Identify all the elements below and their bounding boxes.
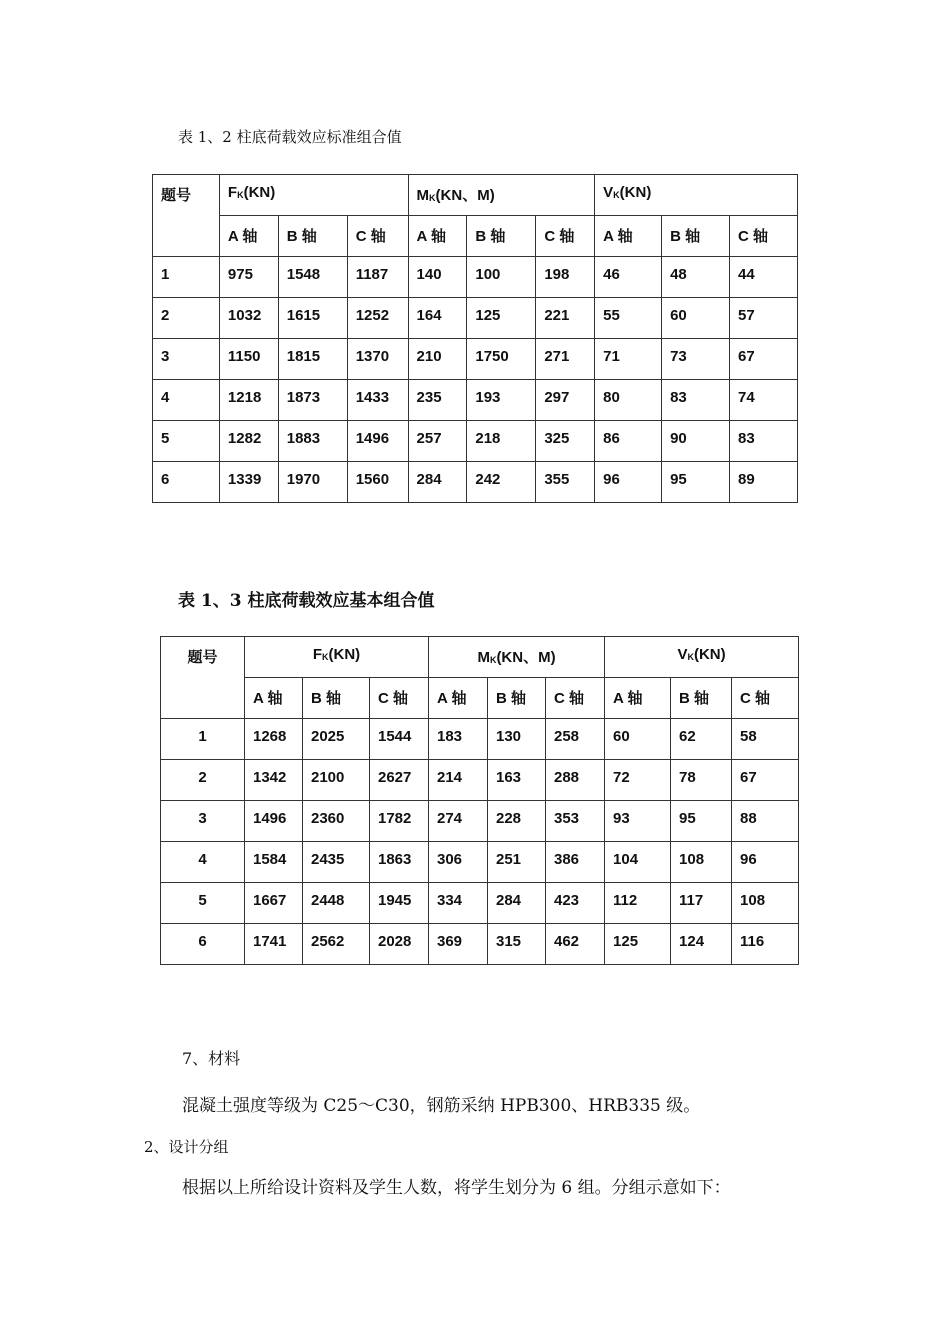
header-f: $F_K(KN)$ (219, 175, 408, 216)
axis-cell: A 轴 (219, 216, 278, 257)
value-cell: 96 (732, 842, 799, 883)
value-cell: 1370 (347, 339, 408, 380)
table-row (153, 339, 798, 380)
value-cell: 163 (488, 760, 546, 801)
value-cell: 235 (408, 380, 467, 421)
value-cell: 60 (662, 298, 730, 339)
value-cell: 55 (595, 298, 662, 339)
value-cell: 1032 (219, 298, 278, 339)
value-cell: 386 (546, 842, 605, 883)
axis-cell: B 轴 (467, 216, 536, 257)
header-v: $V_K(KN)$ (605, 637, 799, 678)
value-cell: 95 (662, 462, 730, 503)
axis-cell: A 轴 (429, 678, 488, 719)
row-number-cell: 5 (153, 421, 220, 462)
value-cell: 140 (408, 257, 467, 298)
value-cell: 112 (605, 883, 671, 924)
section-7-heading: 7、材料 (182, 1049, 241, 1068)
value-cell: 2435 (303, 842, 370, 883)
value-cell: 1496 (347, 421, 408, 462)
axis-cell: B 轴 (303, 678, 370, 719)
row-number-cell: 6 (153, 462, 220, 503)
value-cell: 1218 (219, 380, 278, 421)
value-cell: 2448 (303, 883, 370, 924)
axis-cell: A 轴 (595, 216, 662, 257)
value-cell: 1150 (219, 339, 278, 380)
value-cell: 242 (467, 462, 536, 503)
value-cell: 73 (662, 339, 730, 380)
value-cell: 1342 (245, 760, 303, 801)
table2-body (161, 719, 799, 965)
value-cell: 210 (408, 339, 467, 380)
row-number-cell: 5 (161, 883, 245, 924)
table-row (161, 924, 799, 965)
value-cell: 221 (536, 298, 595, 339)
value-cell: 355 (536, 462, 595, 503)
value-cell: 100 (467, 257, 536, 298)
header-no: 题号 (161, 637, 245, 719)
value-cell: 1750 (467, 339, 536, 380)
value-cell: 284 (408, 462, 467, 503)
value-cell: 44 (730, 257, 798, 298)
value-cell: 1741 (245, 924, 303, 965)
value-cell: 95 (671, 801, 732, 842)
value-cell: 80 (595, 380, 662, 421)
value-cell: 130 (488, 719, 546, 760)
grouping-paragraph: 根据以上所给设计资料及学生人数，将学生划分为 6 组。分组示意如下： (182, 1178, 731, 1198)
value-cell: 325 (536, 421, 595, 462)
axis-cell: C 轴 (370, 678, 429, 719)
value-cell: 1496 (245, 801, 303, 842)
value-cell: 72 (605, 760, 671, 801)
axis-cell: B 轴 (278, 216, 347, 257)
value-cell: 86 (595, 421, 662, 462)
table-row (153, 380, 798, 421)
value-cell: 1667 (245, 883, 303, 924)
value-cell: 89 (730, 462, 798, 503)
axis-cell: A 轴 (245, 678, 303, 719)
header-no: 题号 (153, 175, 220, 257)
table2-caption: 表 1、3 柱底荷载效应基本组合值 (178, 591, 435, 611)
value-cell: 1560 (347, 462, 408, 503)
value-cell: 462 (546, 924, 605, 965)
value-cell: 67 (732, 760, 799, 801)
value-cell: 1252 (347, 298, 408, 339)
axis-cell: C 轴 (730, 216, 798, 257)
value-cell: 2025 (303, 719, 370, 760)
value-cell: 1548 (278, 257, 347, 298)
table1-axis-row (153, 216, 798, 257)
table1-header-row (153, 175, 798, 216)
value-cell: 164 (408, 298, 467, 339)
axis-cell: C 轴 (347, 216, 408, 257)
value-cell: 2627 (370, 760, 429, 801)
table1-caption: 表 1、2 柱底荷载效应标准组合值 (178, 128, 402, 146)
row-number-cell: 3 (153, 339, 220, 380)
axis-cell: C 轴 (536, 216, 595, 257)
header-m: $M_K(KN$、M) (429, 637, 605, 678)
value-cell: 251 (488, 842, 546, 883)
value-cell: 1970 (278, 462, 347, 503)
row-number-cell: 2 (161, 760, 245, 801)
table-row (153, 462, 798, 503)
value-cell: 104 (605, 842, 671, 883)
value-cell: 1863 (370, 842, 429, 883)
value-cell: 71 (595, 339, 662, 380)
row-number-cell: 3 (161, 801, 245, 842)
row-number-cell: 4 (161, 842, 245, 883)
table-row (161, 801, 799, 842)
value-cell: 48 (662, 257, 730, 298)
table-row (153, 298, 798, 339)
value-cell: 62 (671, 719, 732, 760)
value-cell: 258 (546, 719, 605, 760)
value-cell: 90 (662, 421, 730, 462)
axis-cell: B 轴 (671, 678, 732, 719)
row-number-cell: 1 (161, 719, 245, 760)
value-cell: 83 (730, 421, 798, 462)
value-cell: 1615 (278, 298, 347, 339)
value-cell: 83 (662, 380, 730, 421)
value-cell: 288 (546, 760, 605, 801)
value-cell: 315 (488, 924, 546, 965)
axis-cell: B 轴 (662, 216, 730, 257)
axis-cell: C 轴 (546, 678, 605, 719)
value-cell: 1187 (347, 257, 408, 298)
axis-cell: A 轴 (605, 678, 671, 719)
value-cell: 116 (732, 924, 799, 965)
value-cell: 125 (467, 298, 536, 339)
table2-axis-row (161, 678, 799, 719)
value-cell: 274 (429, 801, 488, 842)
table-row (161, 842, 799, 883)
value-cell: 74 (730, 380, 798, 421)
row-number-cell: 2 (153, 298, 220, 339)
value-cell: 67 (730, 339, 798, 380)
value-cell: 423 (546, 883, 605, 924)
value-cell: 93 (605, 801, 671, 842)
value-cell: 353 (546, 801, 605, 842)
value-cell: 198 (536, 257, 595, 298)
value-cell: 1433 (347, 380, 408, 421)
value-cell: 271 (536, 339, 595, 380)
row-number-cell: 6 (161, 924, 245, 965)
axis-cell: A 轴 (408, 216, 467, 257)
table-row (161, 760, 799, 801)
value-cell: 60 (605, 719, 671, 760)
section-2-heading: 2、设计分组 (144, 1138, 229, 1156)
value-cell: 108 (732, 883, 799, 924)
value-cell: 1945 (370, 883, 429, 924)
value-cell: 96 (595, 462, 662, 503)
row-number-cell: 4 (153, 380, 220, 421)
value-cell: 88 (732, 801, 799, 842)
table-row (153, 257, 798, 298)
value-cell: 1873 (278, 380, 347, 421)
table-row (153, 421, 798, 462)
value-cell: 78 (671, 760, 732, 801)
axis-cell: C 轴 (732, 678, 799, 719)
value-cell: 1782 (370, 801, 429, 842)
table-row (161, 883, 799, 924)
table2-header-row (161, 637, 799, 678)
value-cell: 284 (488, 883, 546, 924)
header-f: $F_K(KN)$ (245, 637, 429, 678)
value-cell: 214 (429, 760, 488, 801)
value-cell: 117 (671, 883, 732, 924)
table-row (161, 719, 799, 760)
value-cell: 1282 (219, 421, 278, 462)
header-v: $V_K(KN)$ (595, 175, 798, 216)
value-cell: 108 (671, 842, 732, 883)
value-cell: 125 (605, 924, 671, 965)
value-cell: 183 (429, 719, 488, 760)
header-m: $M_K(KN$、M) (408, 175, 595, 216)
table1 (152, 174, 798, 503)
value-cell: 257 (408, 421, 467, 462)
value-cell: 975 (219, 257, 278, 298)
value-cell: 1883 (278, 421, 347, 462)
materials-paragraph: 混凝土强度等级为 C25～C30，钢筋采纳 HPB300、HRB335 级。 (182, 1096, 701, 1116)
value-cell: 1268 (245, 719, 303, 760)
value-cell: 2028 (370, 924, 429, 965)
value-cell: 57 (730, 298, 798, 339)
axis-cell: B 轴 (488, 678, 546, 719)
value-cell: 2562 (303, 924, 370, 965)
value-cell: 124 (671, 924, 732, 965)
value-cell: 218 (467, 421, 536, 462)
value-cell: 1815 (278, 339, 347, 380)
value-cell: 1339 (219, 462, 278, 503)
value-cell: 193 (467, 380, 536, 421)
value-cell: 2360 (303, 801, 370, 842)
value-cell: 334 (429, 883, 488, 924)
row-number-cell: 1 (153, 257, 220, 298)
value-cell: 1544 (370, 719, 429, 760)
value-cell: 228 (488, 801, 546, 842)
value-cell: 306 (429, 842, 488, 883)
value-cell: 1584 (245, 842, 303, 883)
table1-body (153, 257, 798, 503)
value-cell: 369 (429, 924, 488, 965)
value-cell: 2100 (303, 760, 370, 801)
table2 (160, 636, 799, 965)
value-cell: 58 (732, 719, 799, 760)
value-cell: 46 (595, 257, 662, 298)
value-cell: 297 (536, 380, 595, 421)
